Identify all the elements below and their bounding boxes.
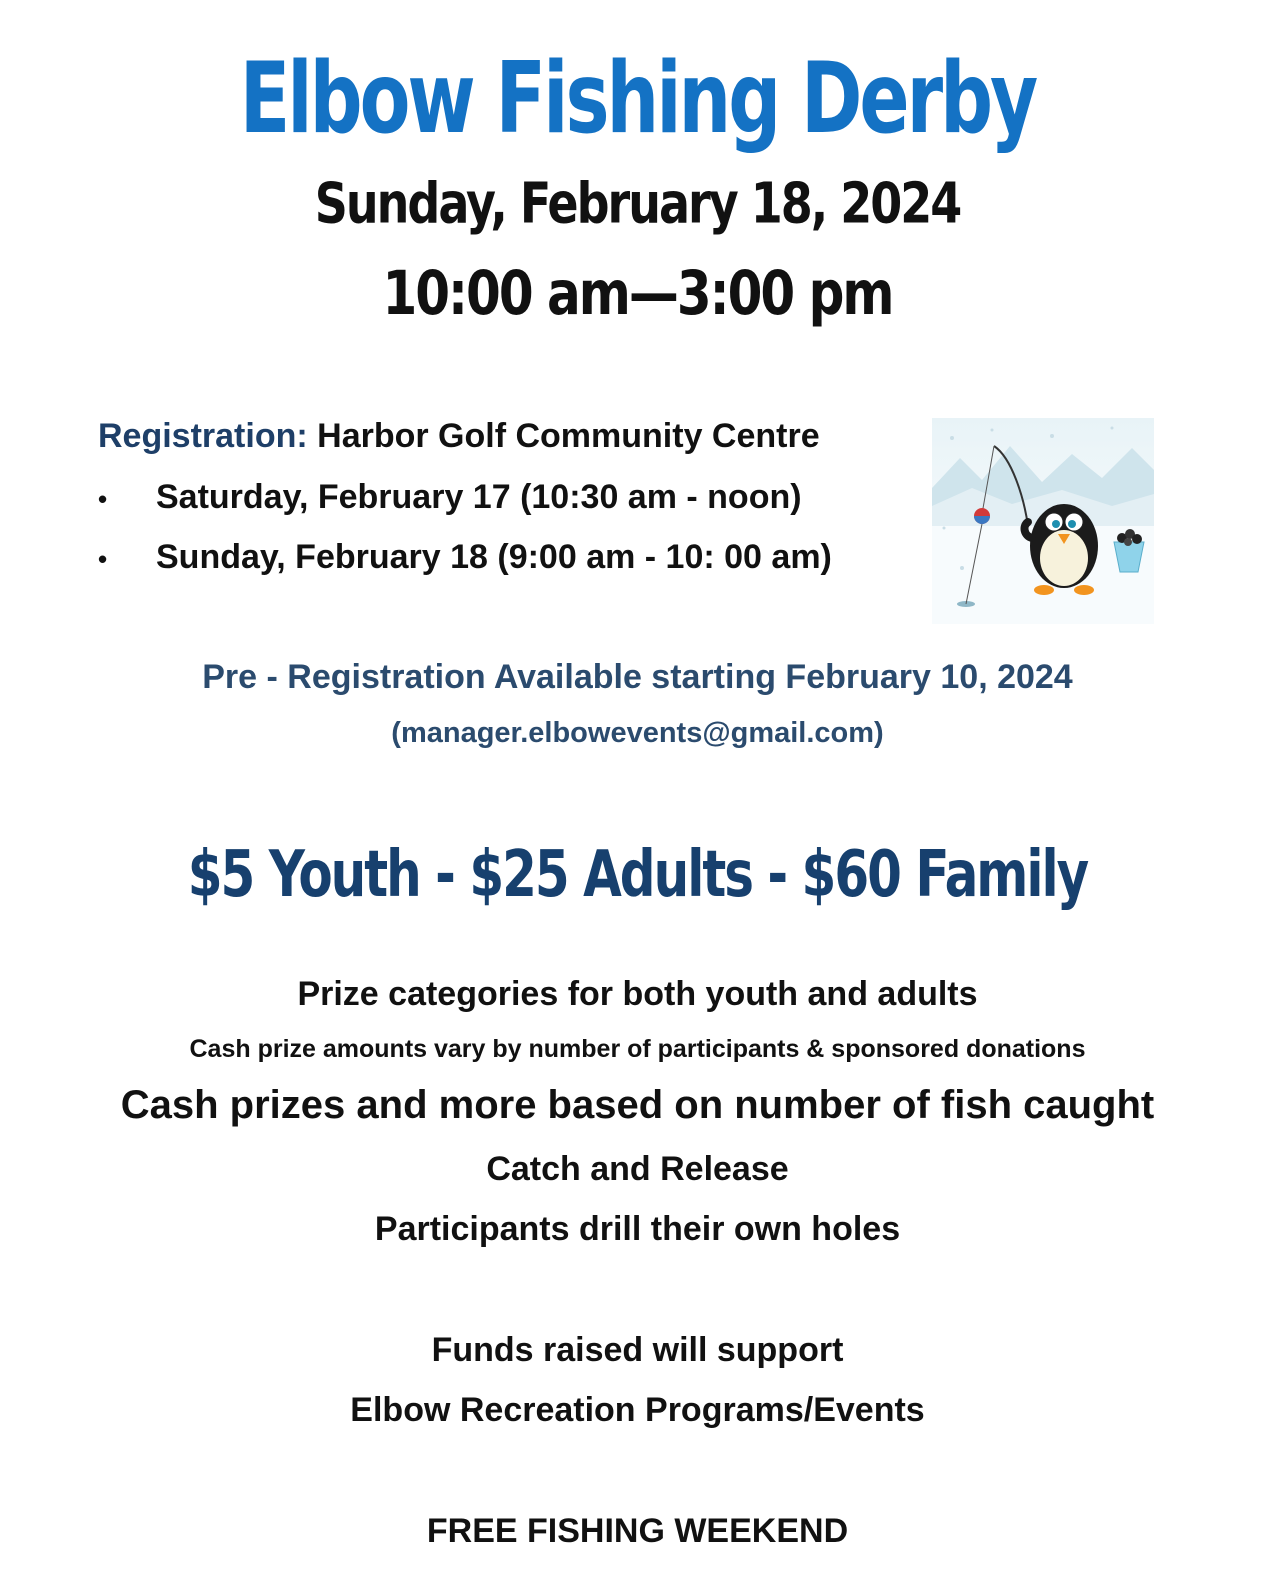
registration-location: Harbor Golf Community Centre [317,417,820,455]
event-title: Elbow Fishing Derby [239,42,1036,156]
prize-categories: Prize categories for both youth and adults [297,975,978,1013]
bullet-icon: • [98,543,108,574]
cash-prizes-line: Cash prizes and more based on number of fish caught [120,1083,1155,1127]
registration-label: Registration: [98,417,308,455]
drill-holes-line: Participants drill their own holes [374,1210,901,1248]
event-date: Sunday, February 18, 2024 [314,170,961,236]
registration-session [98,478,802,517]
event-time: 10:00 am—3:00 pm [382,258,893,329]
catch-release-line: Catch and Release [486,1150,789,1188]
pre-registration-text: Pre - Registration Available starting February 10, 2024 [202,658,1073,696]
pricing-line: $5 Youth - $25 Adults - $60 Family [187,837,1088,912]
session-text: Saturday, February 17 (10:30 am - noon) [156,478,802,516]
penguin-ice-fishing-icon [932,418,1154,624]
cash-prize-note: Cash prize amounts vary by number of participants & sponsored donations [189,1035,1086,1063]
contact-email: (manager.elbowevents@gmail.com) [391,717,884,749]
session-text: Sunday, February 18 (9:00 am - 10: 00 am) [156,538,832,576]
programs-line: Elbow Recreation Programs/Events [350,1391,925,1429]
registration-session [98,538,832,577]
funds-line: Funds raised will support [431,1331,844,1369]
registration-line [98,417,820,456]
free-fishing-weekend: FREE FISHING WEEKEND [426,1512,849,1550]
bullet-icon: • [98,483,108,514]
